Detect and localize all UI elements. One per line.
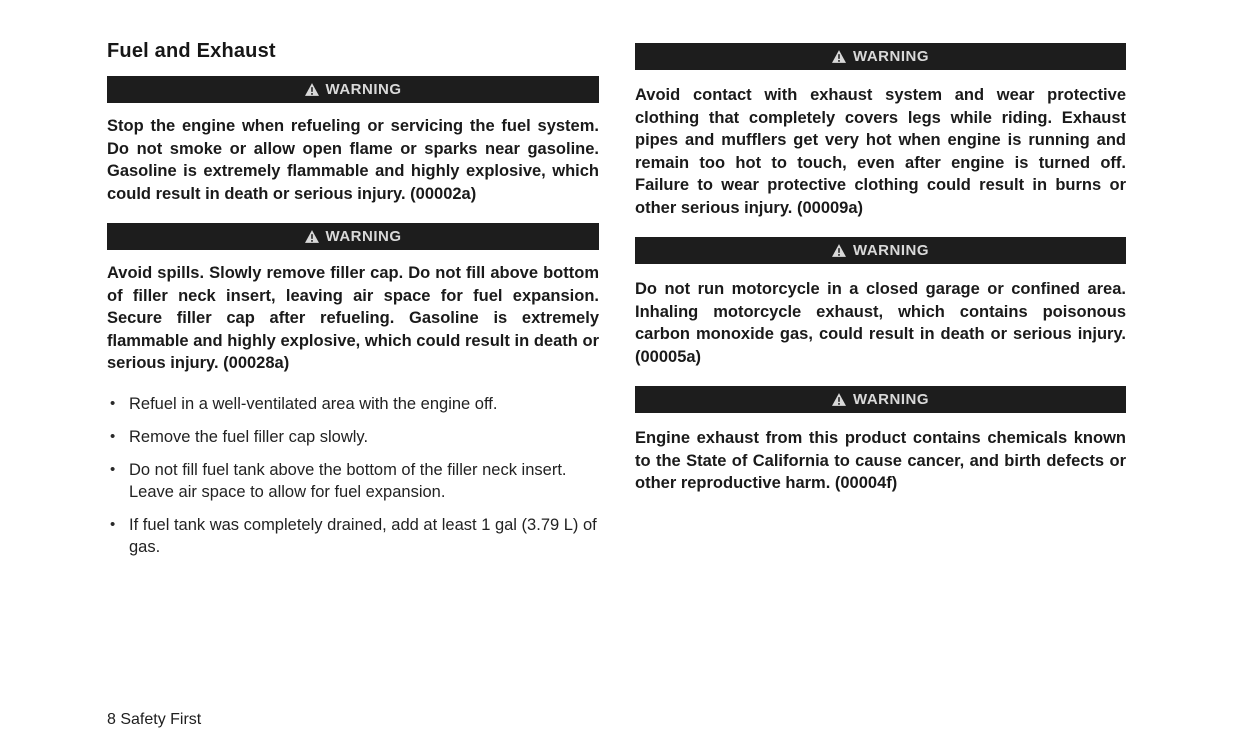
warning-body-text: Stop the engine when refueling or servicing the fuel system. Do not smoke or allow open flame or sparks near gasoline. Gasoline is extremely flammable and highly explosive, which could result in death or serious injury. (00002a) xyxy=(107,117,599,203)
warning-triangle-icon xyxy=(832,393,846,406)
warning-body-text: Avoid contact with exhaust system and wear protective clothing that completely covers legs while riding. Exhaust pipes and mufflers get very hot when engine is running and remain too hot to touch, even after engine is turned off. Failure to wear protective clothing could result in burns or other serious injury. (00009a) xyxy=(635,86,1126,217)
safety-bullet-list xyxy=(107,393,599,558)
list-item: • Do not fill fuel tank above the bottom of the filler neck insert. Leave air space to allow for fuel expansion. xyxy=(107,459,599,503)
warning-triangle-icon xyxy=(832,244,846,257)
warning-header-bar xyxy=(107,76,599,103)
warning-title: WARNING xyxy=(853,391,929,408)
warning-title: WARNING xyxy=(325,228,402,245)
page-footer: 8 Safety First xyxy=(107,711,202,728)
list-item: • Refuel in a well-ventilated area with the engine off. xyxy=(107,393,599,415)
warning-header-bar xyxy=(635,386,1126,413)
left-column xyxy=(107,40,599,569)
warning-title: WARNING xyxy=(325,81,402,98)
warning-body-text: Avoid spills. Slowly remove filler cap. Do not fill above bottom of filler neck insert, leaving air space for fuel expansion. Secure filler cap after refueling. Gasoline is extremely flammable and highly explosive, which could result in death or serious injury. (00028a) xyxy=(107,264,599,372)
right-column xyxy=(635,43,1126,513)
warning-header-bar xyxy=(635,43,1126,70)
warning-header-bar xyxy=(635,237,1126,264)
warning-triangle-icon xyxy=(832,50,846,63)
warning-body-text: Do not run motorcycle in a closed garage or confined area. Inhaling motorcycle exhaust, which contains poisonous carbon monoxide gas, could result in death or serious injury. (00005a) xyxy=(635,280,1126,366)
list-item: • If fuel tank was completely drained, add at least 1 gal (3.79 L) of gas. xyxy=(107,514,599,558)
warning-triangle-icon xyxy=(305,230,319,243)
warning-title: WARNING xyxy=(853,242,929,259)
warning-body-text: Engine exhaust from this product contains chemicals known to the State of California to cause cancer, and birth defects or other reproductive harm. (00004f) xyxy=(635,429,1126,492)
warning-triangle-icon xyxy=(305,83,319,96)
list-item: • Remove the fuel filler cap slowly. xyxy=(107,426,599,448)
page-section-heading: Fuel and Exhaust xyxy=(107,40,276,62)
warning-title: WARNING xyxy=(853,48,929,65)
warning-header-bar xyxy=(107,223,599,250)
